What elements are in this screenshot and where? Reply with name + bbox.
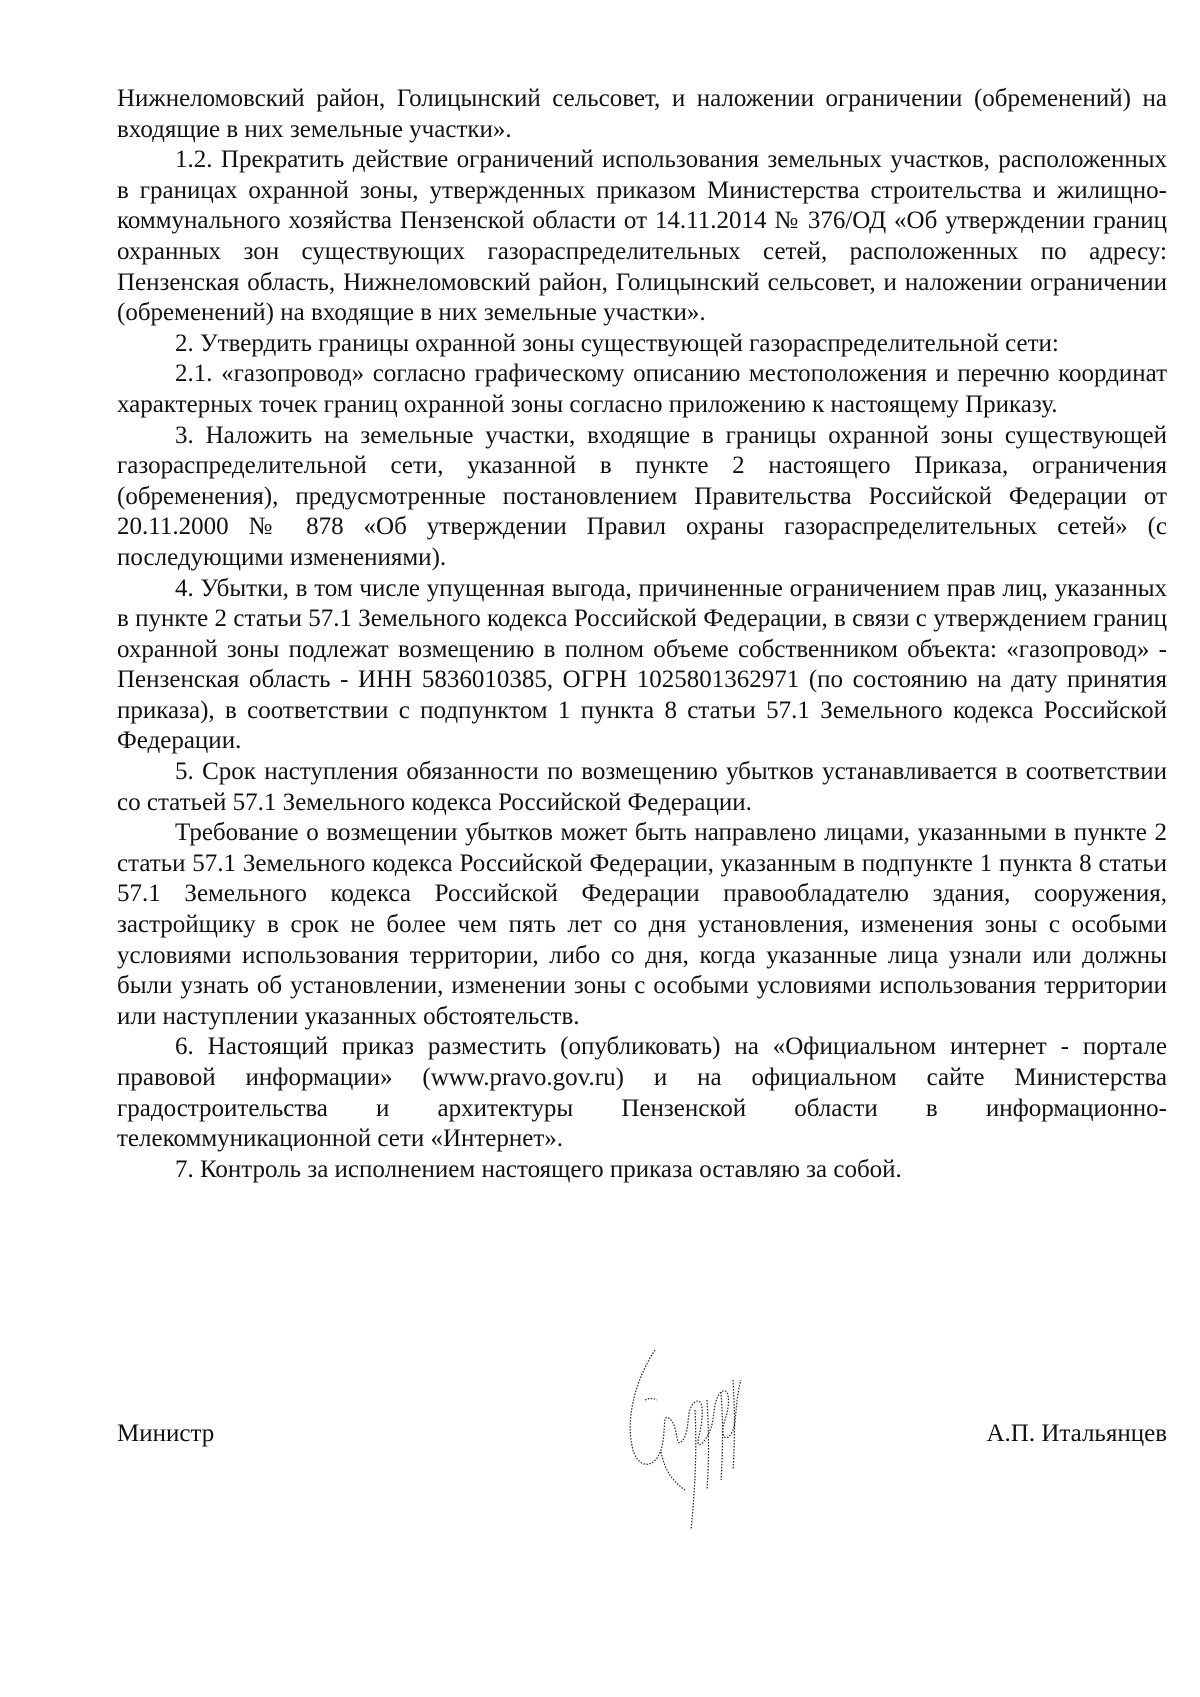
signatory-position: Министр — [117, 1420, 215, 1447]
paragraph-5: 5. Срок наступления обязанности по возмещению убытков устанавливается в соответствии со статьей 57.1 Земельного кодекса Российской Федерации. — [117, 758, 1167, 816]
paragraph-1-2: 1.2. Прекратить действие ограничений использования земельных участков, расположенных в границах охранной зоны, утвержденных приказом Министерства строительства и жилищно-коммунального хозяйства Пензенской области от 14.11.2014 № 376/ОД «Об утверждении границ охранных зон существующих газораспределительных сетей, расположенных по адресу: Пензенская область, Нижнеломовский район, Голицынский сельсовет, и наложении ограничении (обременений) на входящие в них земельные участки». — [117, 146, 1167, 327]
signature-block — [117, 1420, 1167, 1460]
paragraph-requirement: Требование о возмещении убытков может быть направлено лицами, указанными в пункте 2 статьи 57.1 Земельного кодекса Российской Федерации, указанным в подпункте 1 пункта 8 статьи 57.1 Земельного кодекса Российской Федерации правообладателю здания, сооружения, застройщику в срок не более чем пять лет со дня установления, изменения зоны с особыми условиями использования территории, либо со дня, когда указанные лица узнали или должны были узнать об установлении, изменении зоны с особыми условиями использования территории или наступлении указанных обстоятельств. — [117, 819, 1167, 1030]
signatory-name: А.П. Итальянцев — [986, 1420, 1167, 1447]
paragraph-2: 2. Утвердить границы охранной зоны существующей газораспределительной сети: — [175, 329, 1059, 357]
paragraph-2-1: 2.1. «газопровод» согласно графическому описанию местоположения и перечню координат характерных точек границ охранной зоны согласно приложению к настоящему Приказу. — [117, 360, 1167, 418]
paragraph-3: 3. Наложить на земельные участки, входящие в границы охранной зоны существующей газораспределительной сети, указанной в пункте 2 настоящего Приказа, ограничения (обременения), предусмотренные постановлением Правительства Российской Федерации от 20.11.2000 № 878 «Об утверждении Правил охраны газораспределительных сетей» (с последующими изменениями). — [117, 421, 1167, 571]
paragraph-4: 4. Убытки, в том числе упущенная выгода, причиненные ограничением прав лиц, указанных в пункте 2 статьи 57.1 Земельного кодекса Российской Федерации, в связи с утверждением границ охранной зоны подлежат возмещению в полном объеме собственником объекта: «газопровод» - Пензенская область - ИНН 5836010385, ОГРН 1025801362971 (по состоянию на дату принятия приказа), в соответствии с подпунктом 1 пункта 8 статьи 57.1 Земельного кодекса Российской Федерации. — [117, 574, 1167, 755]
paragraph-continuation: Нижнеломовский район, Голицынский сельсовет, и наложении ограничении (обременений) на входящие в них земельные участки». — [117, 85, 1167, 143]
paragraph-6: 6. Настоящий приказ разместить (опубликовать) на «Официальном интернет - портале правовой информации» (www.pravo.gov.ru) и на официальном сайте Министерства градостроительства и архитектуры Пензенской области в информационно-телекоммуникационной сети «Интернет». — [117, 1033, 1167, 1153]
paragraph-7: 7. Контроль за исполнением настоящего приказа оставляю за собой. — [175, 1155, 902, 1183]
document-body — [117, 84, 1167, 1185]
